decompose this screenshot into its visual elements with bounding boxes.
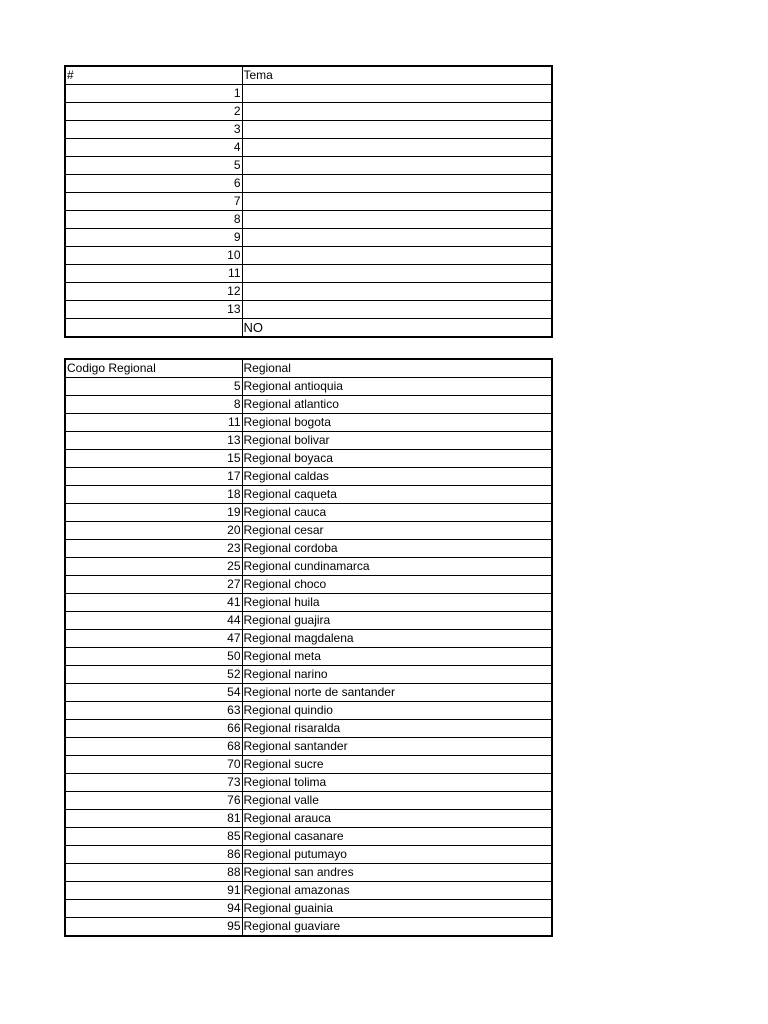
- table-row: [65, 576, 552, 594]
- topic-number-cell: 9: [65, 229, 242, 247]
- table-row: [65, 702, 552, 720]
- table-row: [65, 612, 552, 630]
- regional-code-cell: 85: [65, 828, 242, 846]
- regional-name-cell: Regional bolivar: [242, 432, 552, 450]
- regional-code-cell: 17: [65, 468, 242, 486]
- regional-name-cell: Regional san andres: [242, 864, 552, 882]
- table-row: [65, 522, 552, 540]
- regional-code-cell: 23: [65, 540, 242, 558]
- regional-code-cell: 52: [65, 666, 242, 684]
- table-row: [65, 139, 552, 157]
- table-row: [65, 756, 552, 774]
- table-row: [65, 414, 552, 432]
- regional-code-cell: 8: [65, 396, 242, 414]
- regional-code-cell: 68: [65, 738, 242, 756]
- regional-code-cell: 73: [65, 774, 242, 792]
- topic-number-cell: 8: [65, 211, 242, 229]
- temas-header-row: [65, 66, 552, 85]
- regional-name-cell: Regional sucre: [242, 756, 552, 774]
- table-row: [65, 486, 552, 504]
- regional-name-cell: Regional huila: [242, 594, 552, 612]
- regional-table-body: [65, 359, 552, 936]
- topic-number-cell: 12: [65, 283, 242, 301]
- regional-name-cell: Regional arauca: [242, 810, 552, 828]
- topic-cell: [242, 175, 552, 193]
- regional-name-cell: Regional narino: [242, 666, 552, 684]
- regional-name-cell: Regional choco: [242, 576, 552, 594]
- regional-code-cell: 86: [65, 846, 242, 864]
- regional-code-cell: 11: [65, 414, 242, 432]
- topic-cell: [242, 157, 552, 175]
- regional-code-cell: 25: [65, 558, 242, 576]
- regional-code-cell: 91: [65, 882, 242, 900]
- table-row: [65, 900, 552, 918]
- temas-table-body: [65, 66, 552, 337]
- table-row: [65, 121, 552, 139]
- table-row: [65, 319, 552, 338]
- table-row: [65, 630, 552, 648]
- regional-name-cell: Regional guainia: [242, 900, 552, 918]
- topic-cell: [242, 283, 552, 301]
- table-row: [65, 792, 552, 810]
- topic-cell: [242, 229, 552, 247]
- regional-name-cell: Regional amazonas: [242, 882, 552, 900]
- topic-cell: [242, 211, 552, 229]
- topic-number-cell: 3: [65, 121, 242, 139]
- table-row: [65, 864, 552, 882]
- regional-code-cell: 95: [65, 918, 242, 937]
- regional-code-cell: 54: [65, 684, 242, 702]
- topic-number-cell: 5: [65, 157, 242, 175]
- temas-table: [64, 65, 553, 338]
- topic-number-cell: 4: [65, 139, 242, 157]
- regional-code-cell: 19: [65, 504, 242, 522]
- regional-code-cell: 44: [65, 612, 242, 630]
- regional-name-cell: Regional valle: [242, 792, 552, 810]
- table-row: [65, 175, 552, 193]
- regional-code-cell: 15: [65, 450, 242, 468]
- topic-cell: [242, 265, 552, 283]
- regional-name-cell: Regional risaralda: [242, 720, 552, 738]
- code-column-header: Codigo Regional: [65, 359, 242, 378]
- table-row: [65, 378, 552, 396]
- regional-header-row: [65, 359, 552, 378]
- regional-name-cell: Regional casanare: [242, 828, 552, 846]
- topic-number-cell: 2: [65, 103, 242, 121]
- regional-code-cell: 94: [65, 900, 242, 918]
- regional-name-cell: Regional bogota: [242, 414, 552, 432]
- regional-code-cell: 88: [65, 864, 242, 882]
- regional-code-cell: 81: [65, 810, 242, 828]
- regional-name-cell: Regional atlantico: [242, 396, 552, 414]
- regional-name-cell: Regional tolima: [242, 774, 552, 792]
- regional-code-cell: 27: [65, 576, 242, 594]
- topic-number-cell: [65, 319, 242, 338]
- topic-cell: [242, 139, 552, 157]
- regional-table: [64, 358, 553, 937]
- table-row: [65, 85, 552, 103]
- topic-cell: NO: [242, 319, 552, 338]
- regional-name-cell: Regional cordoba: [242, 540, 552, 558]
- regional-code-cell: 76: [65, 792, 242, 810]
- regional-code-cell: 63: [65, 702, 242, 720]
- topic-number-cell: 11: [65, 265, 242, 283]
- number-column-header: #: [65, 66, 242, 85]
- table-row: [65, 738, 552, 756]
- topic-cell: [242, 301, 552, 319]
- regional-code-cell: 18: [65, 486, 242, 504]
- topic-column-header: Tema: [242, 66, 552, 85]
- regional-name-cell: Regional meta: [242, 648, 552, 666]
- table-row: [65, 211, 552, 229]
- table-row: [65, 504, 552, 522]
- topic-number-cell: 10: [65, 247, 242, 265]
- topic-cell: [242, 85, 552, 103]
- regional-column-header: Regional: [242, 359, 552, 378]
- topic-number-cell: 7: [65, 193, 242, 211]
- table-row: [65, 810, 552, 828]
- table-row: [65, 283, 552, 301]
- table-row: [65, 157, 552, 175]
- regional-name-cell: Regional quindio: [242, 702, 552, 720]
- table-row: [65, 666, 552, 684]
- regional-name-cell: Regional caldas: [242, 468, 552, 486]
- table-row: [65, 396, 552, 414]
- table-row: [65, 720, 552, 738]
- regional-name-cell: Regional cundinamarca: [242, 558, 552, 576]
- table-row: [65, 684, 552, 702]
- regional-code-cell: 20: [65, 522, 242, 540]
- topic-cell: [242, 193, 552, 211]
- regional-name-cell: Regional guajira: [242, 612, 552, 630]
- topic-number-cell: 6: [65, 175, 242, 193]
- table-row: [65, 301, 552, 319]
- table-row: [65, 828, 552, 846]
- regional-code-cell: 66: [65, 720, 242, 738]
- regional-name-cell: Regional guaviare: [242, 918, 552, 937]
- table-row: [65, 882, 552, 900]
- topic-cell: [242, 247, 552, 265]
- table-row: [65, 774, 552, 792]
- table-row: [65, 558, 552, 576]
- table-row: [65, 918, 552, 937]
- table-row: [65, 450, 552, 468]
- topic-number-cell: 1: [65, 85, 242, 103]
- regional-name-cell: Regional norte de santander: [242, 684, 552, 702]
- table-row: [65, 432, 552, 450]
- table-row: [65, 247, 552, 265]
- regional-code-cell: 50: [65, 648, 242, 666]
- regional-code-cell: 13: [65, 432, 242, 450]
- topic-number-cell: 13: [65, 301, 242, 319]
- regional-name-cell: Regional magdalena: [242, 630, 552, 648]
- table-row: [65, 193, 552, 211]
- table-row: [65, 468, 552, 486]
- table-row: [65, 594, 552, 612]
- topic-cell: [242, 121, 552, 139]
- table-row: [65, 229, 552, 247]
- regional-name-cell: Regional putumayo: [242, 846, 552, 864]
- regional-code-cell: 5: [65, 378, 242, 396]
- regional-code-cell: 47: [65, 630, 242, 648]
- regional-name-cell: Regional caqueta: [242, 486, 552, 504]
- regional-name-cell: Regional cauca: [242, 504, 552, 522]
- table-row: [65, 540, 552, 558]
- topic-cell: [242, 103, 552, 121]
- table-row: [65, 265, 552, 283]
- regional-name-cell: Regional antioquia: [242, 378, 552, 396]
- regional-name-cell: Regional cesar: [242, 522, 552, 540]
- regional-name-cell: Regional santander: [242, 738, 552, 756]
- regional-name-cell: Regional boyaca: [242, 450, 552, 468]
- table-row: [65, 103, 552, 121]
- table-row: [65, 648, 552, 666]
- regional-code-cell: 41: [65, 594, 242, 612]
- regional-code-cell: 70: [65, 756, 242, 774]
- table-row: [65, 846, 552, 864]
